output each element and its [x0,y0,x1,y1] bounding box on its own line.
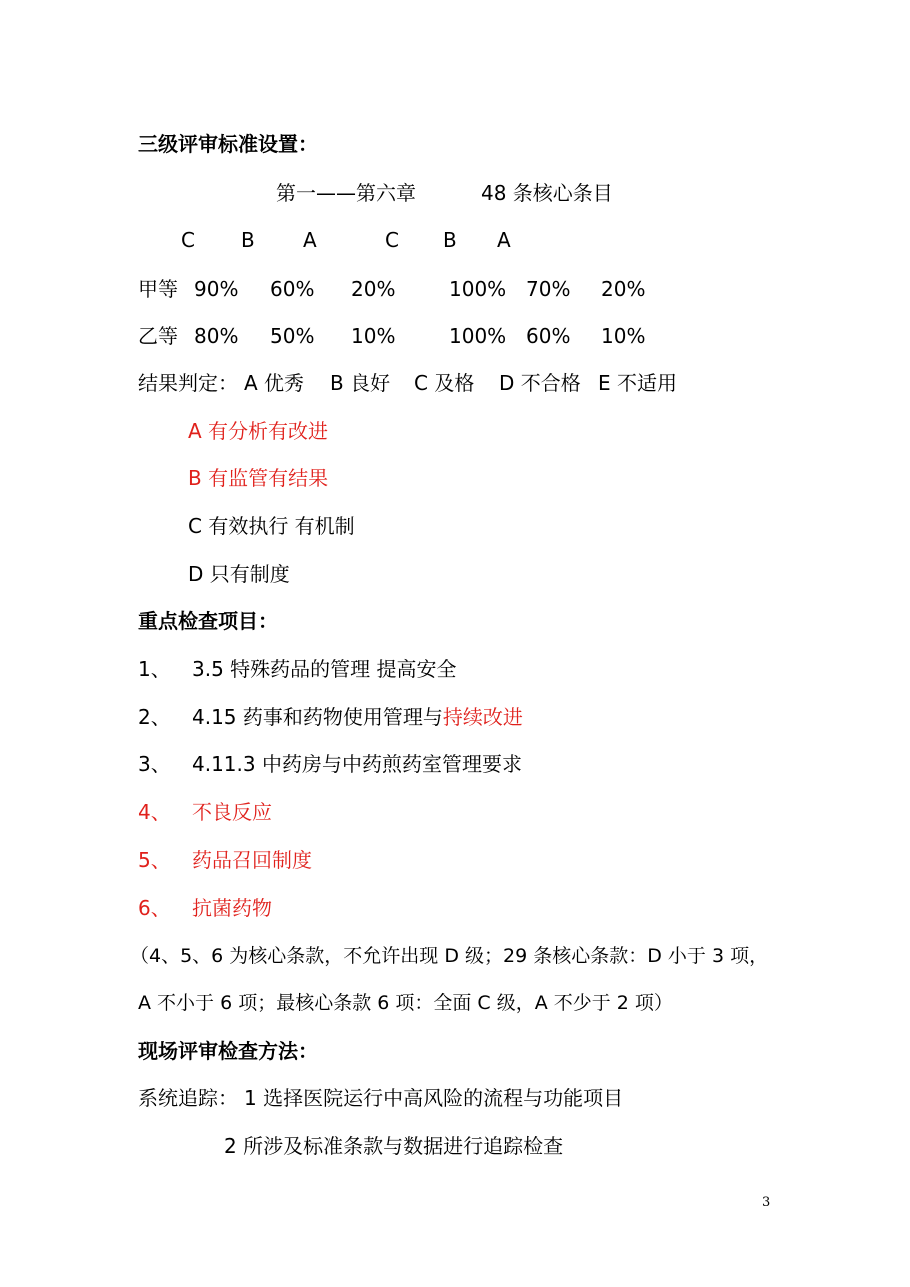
tracking-label: 系统追踪： [138,1086,238,1110]
tracking-step: 2 所涉及标准条款与数据进行追踪检查 [224,1134,564,1158]
row-value: 80% [194,324,239,348]
core-clause-note: （4、5、6 为核心条款，不允许出现 D 级；29 条核心条款：D 小于 3 项， [130,945,769,967]
grade-header-cell: A [497,228,511,252]
result-item: C 及格 [414,371,475,395]
row-value: 20% [351,277,396,301]
row-label: 甲等 [138,277,178,301]
row-label: 乙等 [138,324,178,348]
row-value: 100% [449,324,507,348]
grade-header-cell: C [385,228,399,252]
result-label: 结果判定： [138,371,238,395]
key-item-text: 药品召回制度 [192,848,312,872]
level-b: B 有监管有结果 [188,466,329,490]
key-item-number: 2、 [138,705,171,729]
key-item-number: 3、 [138,752,171,776]
grade-header-cell: B [443,228,457,252]
row-value: 60% [526,324,571,348]
key-item-number: 6、 [138,896,171,920]
level-c: C 有效执行 有机制 [188,514,355,538]
page-number: 3 [762,1195,771,1210]
result-item: B 良好 [330,371,391,395]
level-a: A 有分析有改进 [188,419,329,443]
key-item-red-suffix: 持续改进 [442,705,523,729]
row-value: 10% [601,324,646,348]
key-item-number: 1、 [138,657,171,681]
level-d: D 只有制度 [188,562,290,586]
row-value: 60% [270,277,315,301]
core-clause-note-cont: A 不小于 6 项；最核心条款 6 项：全面 C 级，A 不少于 2 项） [138,992,673,1014]
result-item: D 不合格 [499,371,581,395]
heading-standards: 三级评审标准设置： [138,132,318,156]
heading-onsite-methods: 现场评审检查方法： [138,1039,318,1063]
key-item-text: 不良反应 [192,800,272,824]
row-value: 70% [526,277,571,301]
chapter-range: 第一——第六章 [276,181,416,205]
key-item-text: 3.5 特殊药品的管理 提高安全 [192,657,457,681]
grade-header-cell: A [303,228,317,252]
row-value: 50% [270,324,315,348]
row-value: 90% [194,277,239,301]
row-value: 10% [351,324,396,348]
result-item: A 优秀 [244,371,305,395]
key-item-number: 4、 [138,800,171,824]
key-item-text: 4.15 药事和药物使用管理与 [192,705,443,729]
grade-header-cell: B [241,228,255,252]
grade-header-cell: C [181,228,195,252]
result-item: E 不适用 [598,371,677,395]
row-value: 20% [601,277,646,301]
key-item-text-wrap [192,704,523,730]
row-value: 100% [449,277,507,301]
heading-key-checks: 重点检查项目： [138,609,278,633]
key-item-number: 5、 [138,848,171,872]
key-item-text: 抗菌药物 [192,896,272,920]
key-item-text: 4.11.3 中药房与中药煎药室管理要求 [192,752,522,776]
tracking-step: 1 选择医院运行中高风险的流程与功能项目 [244,1086,624,1110]
core-items-count: 48 条核心条目 [481,181,613,205]
